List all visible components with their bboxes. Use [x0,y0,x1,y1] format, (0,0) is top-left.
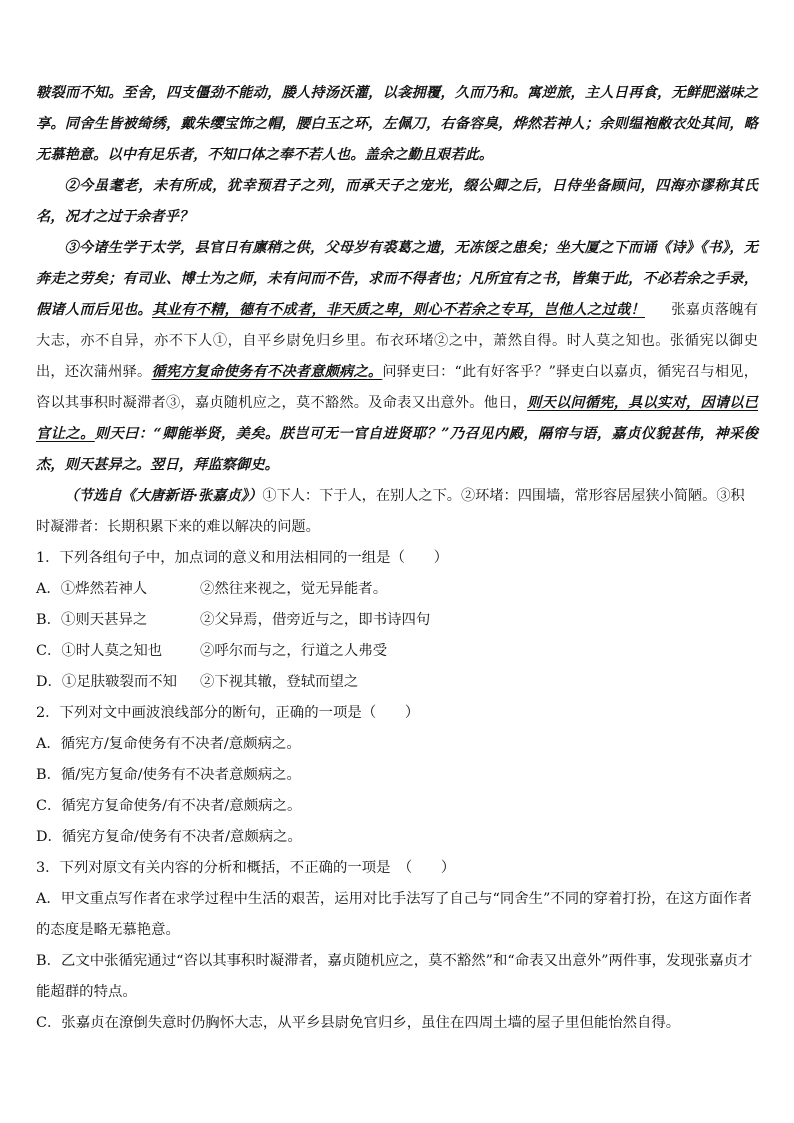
underlined-sentence: 其业有不精，德有不成者，非天质之卑，则心不若余之专耳，岂他人之过哉！ [152,302,645,318]
footnotes: ①下人：下于人，在别人之下。②环堵：四围墙，常形容居屋狭小简陋。③积时凝滞者：长期积累下来的难以解决的问题。 [36,488,745,535]
question-2-option-a: A．循宪方/复命使务有不决者/意颇病之。 [36,736,301,752]
passage-paragraph-2 [36,171,758,233]
question-3-option-a: A．甲文重点写作者在求学过程中生活的艰苦，运用对比手法写了自己与“同舍生”不同的穿着打扮，在这方面作者的态度是略无慕艳意。 [36,891,752,938]
source-and-notes [36,481,758,543]
passage-text: ②今虽耄老，未有所成，犹幸预君子之列，而承天子之宠光，缀公卿之后，日侍坐备顾问，四海亦谬称其氏名，况才之过于余者乎？ [36,178,758,225]
source-citation: （节选自《大唐新语·张嘉贞》） [64,488,263,504]
passage-text: 皲裂而不知。至舍，四支僵劲不能动，媵人持汤沃灌，以衾拥覆，久而乃和。寓逆旅，主人日再食，无鲜肥滋味之享。同舍生皆被绮绣，戴朱缨宝饰之帽，腰白玉之环，左佩刀，右备容臭，烨然若神人；余则缊袍敝衣处其间，略无慕艳意。以中有足乐者，不知口体之奉不若人也。盖余之勤且艰若此。 [36,85,758,163]
question-1-option-b [36,605,758,636]
option-part: ②下视其辙，登轼而望之 [200,674,359,690]
passage-paragraph-3 [36,233,758,481]
question-3-option-c: C．张嘉贞在潦倒失意时仍胸怀大志，从平乡县尉免官归乡，虽住在四周土墙的屋子里但能怡然自得。 [36,1015,681,1031]
question-2-option-c: C．循宪方复命使务/有不决者/意颇病之。 [36,798,302,814]
question-2-stem: 2．下列对文中画波浪线部分的断句，正确的一项是（ ） [36,705,420,721]
question-1-stem: 1．下列各组句子中，加点词的意义和用法相同的一组是（ ） [36,550,449,566]
question-3-stem: 3．下列对原文有关内容的分析和概括，不正确的一项是 （ ） [36,860,456,876]
passage-text-yi: 问驿吏曰：“此有好客乎？”驿吏白以嘉贞，循宪召与相见，咨以其事积时凝滞者③，嘉贞随机应之，莫不豁然。及命表又出意外。他日， [36,364,758,411]
passage-text-yi: 张嘉贞落魄有大志，亦不自异，亦不下人①，自平乡尉免归乡里。布衣环堵②之中，萧然自得。时人莫之知也。张循宪以御史出，还次蒲州驿。 [36,302,758,380]
option-part: ②呼尔而与之，行道之人弗受 [200,643,388,659]
option-part: B．①则天甚异之 [36,612,148,628]
question-2-option-d: D．循宪方复命/使务有不决者/意颇病之。 [36,829,302,845]
underlined-sentence-2: 则天以问循宪，具以实对，因请以已官让之。 [36,395,758,442]
document-page [36,78,758,1039]
question-1-option-d [36,667,758,698]
question-2-option-b: B．循/宪方复命/使务有不决者意颇病之。 [36,767,301,783]
option-part: D．①足肤皲裂而不知 [36,674,178,690]
wavy-underlined-sentence: 循宪方复命使务有不决者意颇病之。 [151,364,383,380]
question-1-option-c [36,636,758,667]
passage-paragraph-1 [36,78,758,171]
passage-text: ③今诸生学于太学，县官日有廪稍之供，父母岁有裘葛之遗，无冻馁之患矣；坐大厦之下而诵《诗》《书》，无奔走之劳矣；有司业、博士为之师，未有问而不告，求而不得者也；凡所宜有之书，皆集于此，不必若余之手录，假诸人而后见也。 [36,240,758,318]
option-part: C．①时人莫之知也 [36,643,163,659]
option-part: A．①烨然若神人 [36,581,148,597]
option-part: ②然往来视之，觉无异能者。 [200,581,388,597]
option-part: ②父异焉，借旁近与之，即书诗四句 [200,612,431,628]
passage-text: 则天曰：“卿能举贤，美矣。朕岂可无一官自进贤耶？”乃召见内殿，隔帘与语，嘉贞仪貌甚伟，神采俊杰，则天甚异之。翌日，拜监察御史。 [36,426,758,473]
question-3-option-b: B．乙文中张循宪通过“咨以其事积时凝滞者，嘉贞随机应之，莫不豁然”和“命表又出意外”两件事，发现张嘉贞才能超群的特点。 [36,953,753,1000]
question-1-option-a [36,574,758,605]
